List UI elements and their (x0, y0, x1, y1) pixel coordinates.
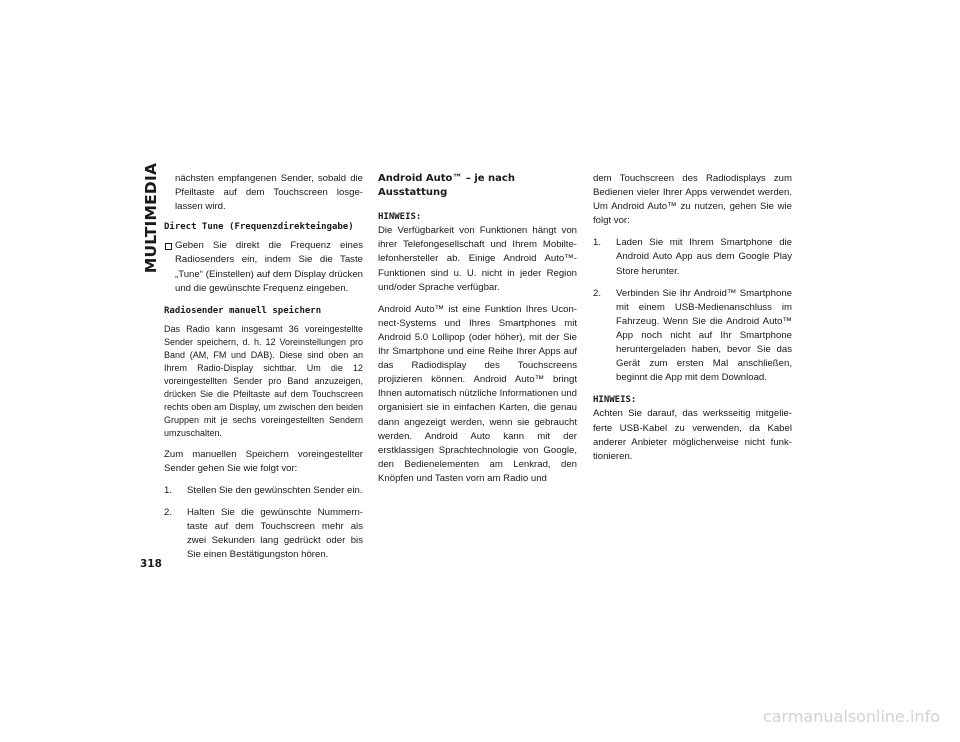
note-label: HINWEIS: (593, 395, 637, 406)
step-number: 1. (593, 237, 602, 249)
procedure-steps (164, 484, 363, 562)
page-number: 318 (140, 558, 162, 570)
step-text: Halten Sie die gewünschte Nummern- taste auf dem Touchscreen mehr als zwei Sekunden lang gedrückt oder bis Sie einen Bestätigungston hören. (187, 507, 363, 561)
step-text: Stellen Sie den gewünschten Sender ein. (187, 485, 363, 497)
step-text: Verbinden Sie Ihr Android™ Smartphone mit einem USB-Medienanschluss im Fahrzeug. Wenn Sie die Android Auto™ App noch nicht auf Ihr Smartphone heruntergeladen haben, bevor Sie das Gerät zum ersten Mal anschließen, beginnt die App mit dem Download. (616, 287, 792, 384)
section-tab-label: MULTIMEDIA (142, 162, 160, 274)
checkbox-bullet-icon (165, 243, 172, 250)
note-text: Achten Sie darauf, das werksseitig mitgelie- ferte USB-Kabel zu verwenden, da Kabel anderer Anbieter möglicherweise nicht funk- tionieren. (593, 408, 792, 462)
watermark: carmanualsonline.info (762, 707, 940, 726)
manual-save-text: Das Radio kann insgesamt 36 voreingestellte Sender speichern, d. h. 12 Voreinstellungen pro Band (AM, FM und DAB). Diese sind oben an Ihrem Radio-Display sichtbar. Um die 12 voreingestellten Sender pro Band anzuzeigen, drücken Sie die Pfeiltaste auf dem Touchscreen rechts oben am Display, um zwischen den beiden Gruppen mit je sechs voreingestellten Sendern umzuschalten. (164, 323, 363, 438)
column-right (593, 172, 792, 472)
continued-text: dem Touchscreen des Radiodisplays zum Bedienen vieler Ihrer Apps verwendet werden. Um Android Auto™ zu nutzen, gehen Sie wie folgt vor: (593, 173, 792, 227)
procedure-steps (593, 236, 792, 385)
list-item (593, 236, 792, 278)
column-left (164, 172, 363, 571)
list-item (164, 506, 363, 562)
section-tab (140, 162, 162, 274)
android-auto-heading: Android Auto™ – je nach Ausstattung (378, 173, 515, 199)
step-number: 2. (593, 287, 602, 299)
note-text: Die Verfügbarkeit von Funktionen hängt von ihrer Telefongesellschaft und Ihrem Mobilte- lefonhersteller ab. Einige Android Auto™-Funktionen sind u. U. nicht in jeder Region und/oder Sprache verfügbar. (378, 225, 577, 293)
android-auto-description: Android Auto™ ist eine Funktion Ihres Ucon- nect-Systems und Ihres Smartphones mit Android 5.0 Lollipop (oder höher), mit der Sie Ihr Smartphone und eine Reihe Ihrer Apps auf das Radiodisplay des Touchscreens projizieren können. Android Auto™ bringt Ihnen automatisch nützliche Informationen und organisiert sie in einfachen Karten, die genau dann angezeigt werden, wenn sie gebraucht werden. Android Auto kann mit der erstklassigen Sprachtechnologie von Google, den Bedienelementen am Lenkrad, den Knöpfen und Tasten vorn am Radio und (378, 303, 577, 484)
bullet-item (164, 239, 363, 295)
procedure-intro: Zum manuellen Speichern voreingestellter Sender gehen Sie wie folgt vor: (164, 448, 363, 474)
bullet-text: Geben Sie direkt die Frequenz eines Radiosenders ein, indem Sie die Taste „Tune“ (Einstellen) auf dem Display drücken und die gewünschte Frequenz eingeben. (175, 240, 363, 294)
list-item (593, 287, 792, 386)
column-middle (378, 172, 577, 494)
step-number: 1. (164, 485, 173, 497)
step-text: Laden Sie mit Ihrem Smartphone die Android Auto App aus dem Google Play Store herunter. (616, 237, 792, 277)
manual-save-heading: Radiosender manuell speichern (164, 305, 322, 316)
continued-text: nächsten empfangenen Sender, sobald die Pfeiltaste auf dem Touchscreen losge- lassen wird. (175, 173, 363, 213)
note-label: HINWEIS: (378, 212, 422, 223)
direct-tune-heading: Direct Tune (Frequenzdirekteingabe) (164, 222, 354, 233)
step-number: 2. (164, 507, 173, 519)
list-item (164, 484, 363, 498)
